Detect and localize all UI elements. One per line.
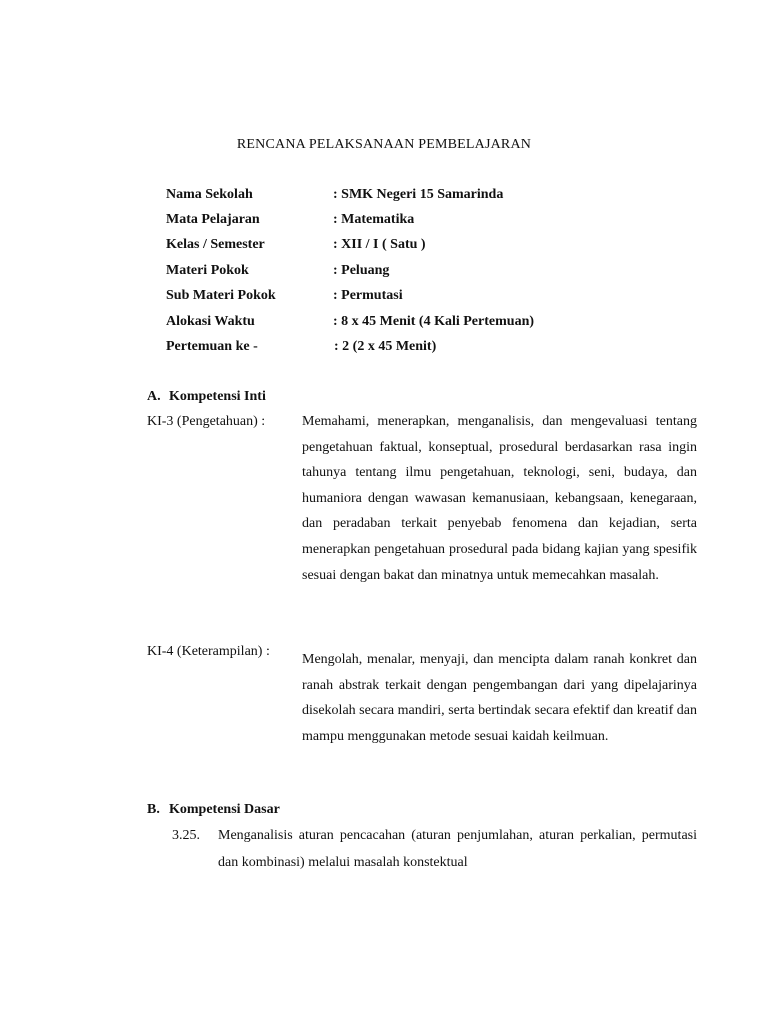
info-value: : Peluang bbox=[333, 263, 390, 278]
info-value: : SMK Negeri 15 Samarinda bbox=[333, 187, 504, 202]
document-title: RENCANA PELAKSANAAN PEMBELAJARAN bbox=[236, 137, 532, 152]
ki3-label: KI-3 (Pengetahuan) : bbox=[147, 414, 266, 429]
info-value: : 2 (2 x 45 Menit) bbox=[334, 339, 437, 354]
info-value: : Matematika bbox=[333, 212, 415, 227]
kd-number: 3.25. bbox=[172, 828, 200, 843]
info-label: Pertemuan ke - bbox=[166, 339, 258, 354]
info-label: Materi Pokok bbox=[166, 263, 249, 278]
info-value: : Permutasi bbox=[333, 288, 403, 303]
info-label: Sub Materi Pokok bbox=[166, 288, 276, 303]
info-label: Nama Sekolah bbox=[166, 187, 253, 202]
section-letter: A. bbox=[147, 389, 161, 404]
info-label: Mata Pelajaran bbox=[166, 212, 260, 227]
section-title: Kompetensi Inti bbox=[169, 389, 266, 404]
section-title: Kompetensi Dasar bbox=[169, 802, 280, 817]
kd-text: Menganalisis aturan pencacahan (aturan penjumlahan, aturan perkalian, permutasi dan kombinasi) melalui masalah konstektual bbox=[218, 828, 697, 870]
ki4-text: Mengolah, menalar, menyaji, dan mencipta dalam ranah konkret dan ranah abstrak terkait dengan pengembangan dari yang dipelajarinya disekolah secara mandiri, serta bertindak secara efektif dan kreatif dan mampu menggunakan metode sesuai kaidah keilmuan. bbox=[302, 652, 697, 744]
section-b-heading bbox=[147, 802, 280, 818]
info-value: : XII / I ( Satu ) bbox=[333, 237, 426, 252]
section-a-heading bbox=[147, 389, 266, 405]
ki4-label: KI-4 (Keterampilan) : bbox=[147, 644, 270, 659]
info-label: Kelas / Semester bbox=[166, 237, 265, 252]
info-value: : 8 x 45 Menit (4 Kali Pertemuan) bbox=[333, 314, 535, 329]
info-label: Alokasi Waktu bbox=[166, 314, 255, 329]
section-letter: B. bbox=[147, 802, 160, 817]
ki3-text: Memahami, menerapkan, menganalisis, dan mengevaluasi tentang pengetahuan faktual, konseptual, prosedural berdasarkan rasa ingin tahunya tentang ilmu pengetahuan, teknologi, seni, budaya, dan humaniora dengan wawasan kemanusiaan, kebangsaan, kenegaraan, dan peradaban terkait penyebab fenomena dan kejadian, serta menerapkan pengetahuan prosedural pada bidang kajian yang spesifik sesuai dengan bakat dan minatnya untuk memecahkan masalah. bbox=[302, 414, 697, 583]
